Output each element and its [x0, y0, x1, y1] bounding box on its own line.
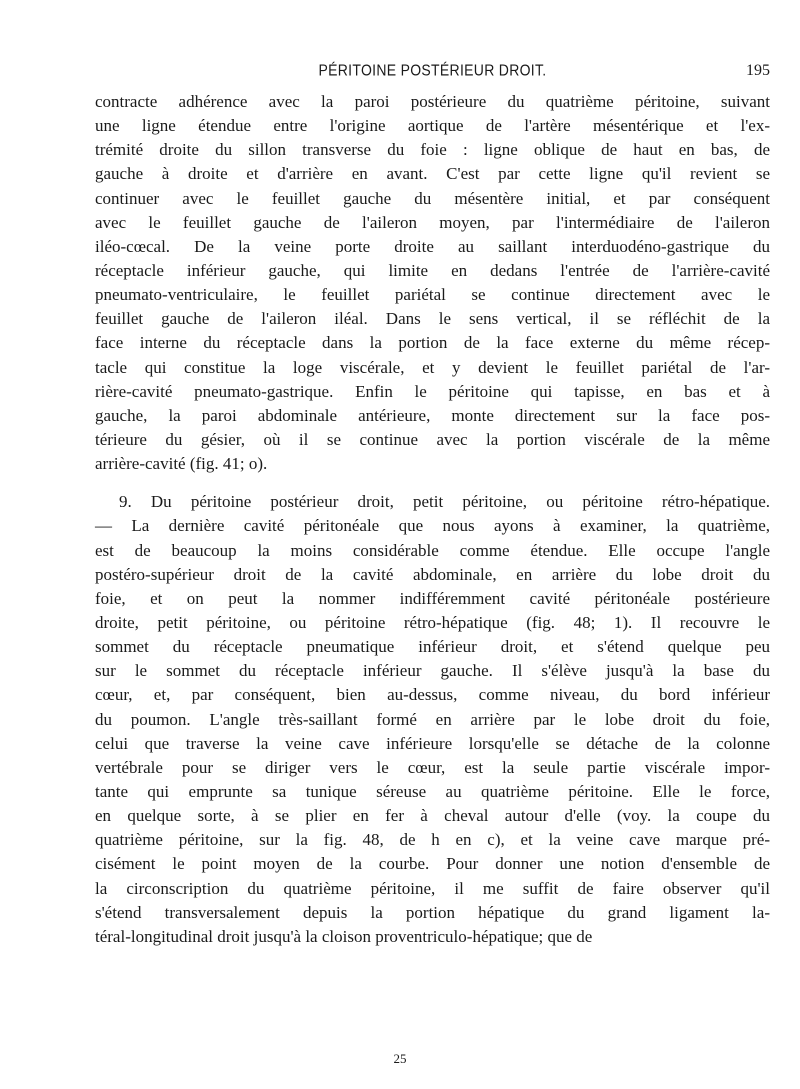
signature-mark: 25	[393, 1051, 407, 1066]
text-line: une ligne étendue entre l'origine aortique de l'artère mésentérique et l'ex-	[95, 116, 770, 136]
text-line: 9. Du péritoine postérieur droit, petit péritoine, ou péritoine rétro-hépatique.	[119, 492, 770, 512]
text-line: la circonscription du quatrième péritoine, il me suffit de faire observer qu'il	[95, 878, 770, 898]
running-title: PÉRITOINE POSTÉRIEUR DROIT.	[318, 60, 547, 80]
text-line: droite, petit péritoine, ou péritoine rétro-hépatique (fig. 48; 1). Il recouvre le	[95, 612, 770, 632]
text-line: face interne du réceptacle dans la portion de la face externe du même récep-	[95, 333, 770, 353]
text-line: en quelque sorte, à se plier en fer à cheval autour d'elle (voy. la coupe du	[95, 806, 770, 826]
text-line: gauche à droite et d'arrière en avant. C'est par cette ligne qu'il revient se	[95, 164, 770, 184]
text-line: du poumon. L'angle très-saillant formé en arrière par le lobe droit du foie,	[95, 709, 770, 729]
text-line: postéro-supérieur droit de la cavité abdominale, en arrière du lobe droit du	[95, 564, 770, 584]
text-line: tacle qui constitue la loge viscérale, et y devient le feuillet pariétal de l'ar-	[95, 357, 770, 377]
text-line: — La dernière cavité péritonéale que nous ayons à examiner, la quatrième,	[95, 516, 770, 536]
paragraph-2	[95, 490, 770, 949]
paragraph-1	[95, 90, 770, 476]
text-line: cœur, et, par conséquent, bien au-dessus, comme niveau, du bord inférieur	[95, 685, 770, 705]
text-line: iléo-cœcal. De la veine porte droite au saillant interduodéno-gastrique du	[95, 236, 770, 256]
text-line: est de beaucoup la moins considérable comme étendue. Elle occupe l'angle	[95, 540, 770, 560]
running-head	[95, 62, 770, 84]
text-line: continuer avec le feuillet gauche du mésentère initial, et par conséquent	[95, 188, 770, 208]
text-line: s'étend transversalement depuis la portion hépatique du grand ligament la-	[95, 902, 770, 922]
body-text	[95, 90, 770, 949]
text-line: quatrième péritoine, sur la fig. 48, de h en c), et la veine cave marque pré-	[95, 830, 770, 850]
text-line: sur le sommet du réceptacle inférieur gauche. Il s'élève jusqu'à la base du	[95, 661, 770, 681]
text-line: pneumato-ventriculaire, le feuillet pariétal se continue directement avec le	[95, 285, 770, 305]
text-line: gauche, la paroi abdominale antérieure, monte directement sur la face pos-	[95, 405, 770, 425]
text-line: trémité droite du sillon transverse du foie : ligne oblique de haut en bas, de	[95, 140, 770, 160]
text-line: arrière-cavité (fig. 41; o).	[95, 454, 268, 474]
text-line: vertébrale pour se diriger vers le cœur, est la seule partie viscérale impor-	[95, 757, 770, 777]
text-line: contracte adhérence avec la paroi postérieure du quatrième péritoine, suivant	[95, 92, 770, 111]
page-number: 195	[746, 62, 770, 79]
paragraph-gap	[95, 476, 770, 490]
text-line: cisément le point moyen de la courbe. Pour donner une notion d'ensemble de	[95, 854, 770, 874]
text-line: foie, et on peut la nommer indifféremment cavité péritonéale postérieure	[95, 588, 770, 608]
text-line: réceptacle inférieur gauche, qui limite en dedans l'entrée de l'arrière-cavité	[95, 260, 770, 280]
text-line: térieure du gésier, où il se continue avec la portion viscérale de la même	[95, 429, 770, 449]
text-line: celui que traverse la veine cave inférieure lorsqu'elle se détache de la colonne	[95, 733, 770, 753]
text-line: feuillet gauche de l'aileron iléal. Dans le sens vertical, il se réfléchit de la	[95, 309, 770, 329]
text-line: avec le feuillet gauche de l'aileron moyen, par l'intermédiaire de l'aileron	[95, 212, 770, 232]
text-line: téral-longitudinal droit jusqu'à la cloison proventriculo-hépatique; que de	[95, 926, 593, 946]
text-line: rière-cavité pneumato-gastrique. Enfin le péritoine qui tapisse, en bas et à	[95, 381, 770, 401]
text-line: tante qui emprunte sa tunique séreuse au quatrième péritoine. Elle le force,	[95, 781, 770, 801]
text-line: sommet du réceptacle pneumatique inférieur droit, et s'étend quelque peu	[95, 637, 770, 657]
